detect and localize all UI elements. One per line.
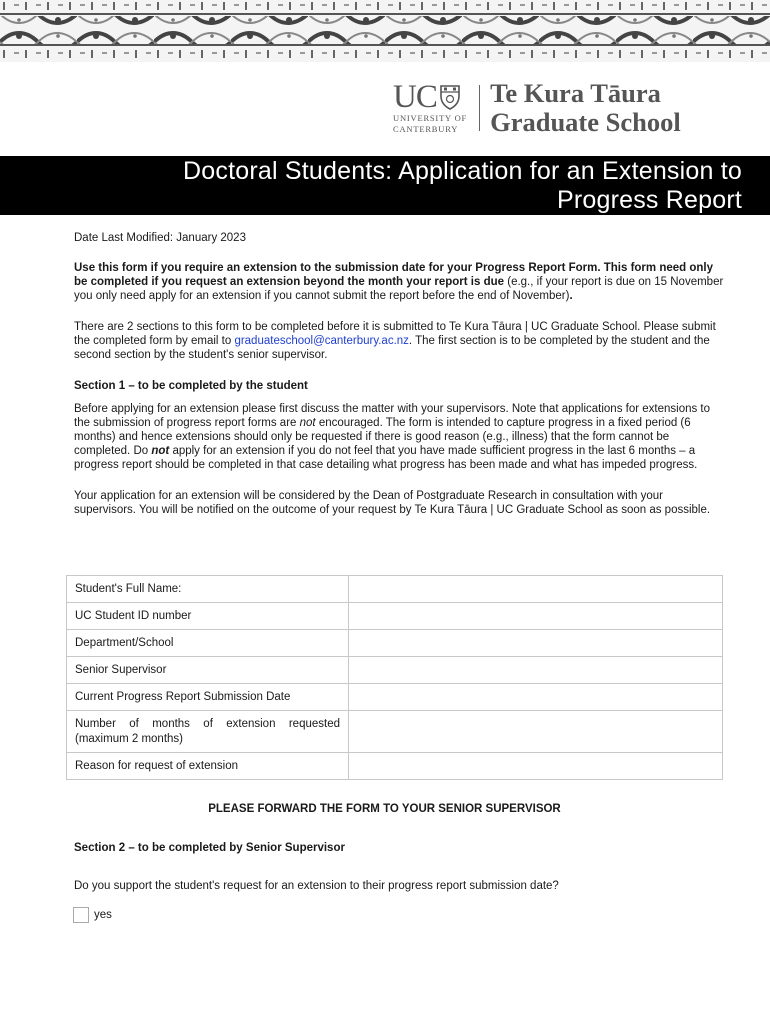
uc-graduate-school-logo: [393, 80, 681, 136]
s1-text-b: encouraged. The form is intended to capture progress in a fixed period (6 months) and hence extensions should only be requested if there is good reason (e.g., illness) that the form cannot be completed. Do: [74, 417, 691, 457]
section1-heading: Section 1 – to be completed by the student: [74, 380, 308, 392]
table-row: [67, 603, 723, 630]
document-title-line2: Progress Report: [556, 185, 742, 214]
field-label-student-id: UC Student ID number: [67, 603, 349, 630]
extension-months-field[interactable]: [349, 711, 723, 753]
uc-logo: [393, 79, 468, 134]
school-name-line2: Graduate School: [490, 107, 681, 137]
sections-text-2: . The first section is to be completed by the student and the second section by the student's senior supervisor.: [74, 335, 710, 361]
table-row: [67, 753, 723, 780]
table-row: [67, 684, 723, 711]
uc-wordmark: UC: [393, 79, 437, 115]
student-id-field[interactable]: [349, 603, 723, 630]
field-label-department: Department/School: [67, 630, 349, 657]
graduate-school-email-link[interactable]: graduateschool@canterbury.ac.nz: [234, 335, 409, 347]
date-last-modified: Date Last Modified: January 2023: [74, 232, 246, 244]
forward-notice: PLEASE FORWARD THE FORM TO YOUR SENIOR SUPERVISOR: [208, 803, 561, 815]
school-name-line1: Te Kura Tāura: [490, 78, 661, 108]
s1-text-a: Before applying for an extension please first discuss the matter with your supervisors. Note that applications for extensions to the submission of progress report forms are: [74, 403, 711, 429]
s1-text-c: apply for an extension if you do not feel that you have made sufficient progress in the last 6 months – a progress report should be completed in that case detailing what progress has been made and what has impeded progress.: [74, 445, 698, 471]
intro-bold-text: Use this form if you require an extension to the submission date for your Progress Report Form. This form need only be completed if you request an extension beyond the month your report is due: [74, 262, 713, 288]
full-name-field[interactable]: [349, 576, 723, 603]
submission-date-field[interactable]: [349, 684, 723, 711]
table-row: [67, 630, 723, 657]
section2-heading: Section 2 – to be completed by Senior Supervisor: [74, 842, 345, 854]
intro-paragraph: [74, 261, 724, 303]
field-label-full-name: Student's Full Name:: [67, 576, 349, 603]
sections-paragraph: [74, 320, 724, 362]
coat-of-arms-icon: [439, 84, 461, 110]
field-label-reason: Reason for request of extension: [67, 753, 349, 780]
table-row: [67, 657, 723, 684]
field-label-extension-months: Number of months of extension requested (maximum 2 months): [67, 711, 349, 753]
consideration-paragraph: Your application for an extension will be considered by the Dean of Postgraduate Research in consultation with your supervisors. You will be notified on the outcome of your request by Te Kura Tāura | UC Graduate School as soon as possible.: [74, 490, 711, 516]
table-row: [67, 711, 723, 753]
field-label-senior-supervisor: Senior Supervisor: [67, 657, 349, 684]
yes-label: yes: [94, 909, 112, 921]
uc-subtitle-line2: CANTERBURY: [393, 124, 459, 134]
department-field[interactable]: [349, 630, 723, 657]
graduate-school-name: [490, 79, 681, 137]
kowhaiwhai-header-pattern: [0, 0, 770, 62]
intro-end: .: [569, 290, 573, 302]
table-row: [67, 576, 723, 603]
yes-option: [73, 907, 112, 923]
sections-text-1: There are 2 sections to this form to be completed before it is submitted to Te Kura Tāura | UC Graduate School. Please submit the completed form by email to: [74, 321, 716, 347]
document-title-line1: Doctoral Students: Application for an Extension to: [183, 157, 742, 185]
intro-normal-text: (e.g., if your report is due on 15 November you only need apply for an extension if you cannot submit the report before the end of November): [74, 276, 724, 302]
logo-divider: [479, 85, 480, 131]
s1-not-emphasis: not: [299, 417, 316, 429]
support-question: Do you support the student's request for an extension to their progress report submission date?: [74, 880, 559, 892]
document-body: [74, 231, 724, 517]
senior-supervisor-field[interactable]: [349, 657, 723, 684]
document-title-bar: [0, 156, 770, 215]
reason-field[interactable]: [349, 753, 723, 780]
field-label-submission-date: Current Progress Report Submission Date: [67, 684, 349, 711]
student-details-table: [66, 575, 723, 780]
s1-not-strong: not: [151, 445, 170, 457]
section1-paragraph: [74, 402, 724, 472]
yes-checkbox[interactable]: [73, 907, 89, 923]
uc-subtitle-line1: UNIVERSITY OF: [393, 113, 468, 123]
